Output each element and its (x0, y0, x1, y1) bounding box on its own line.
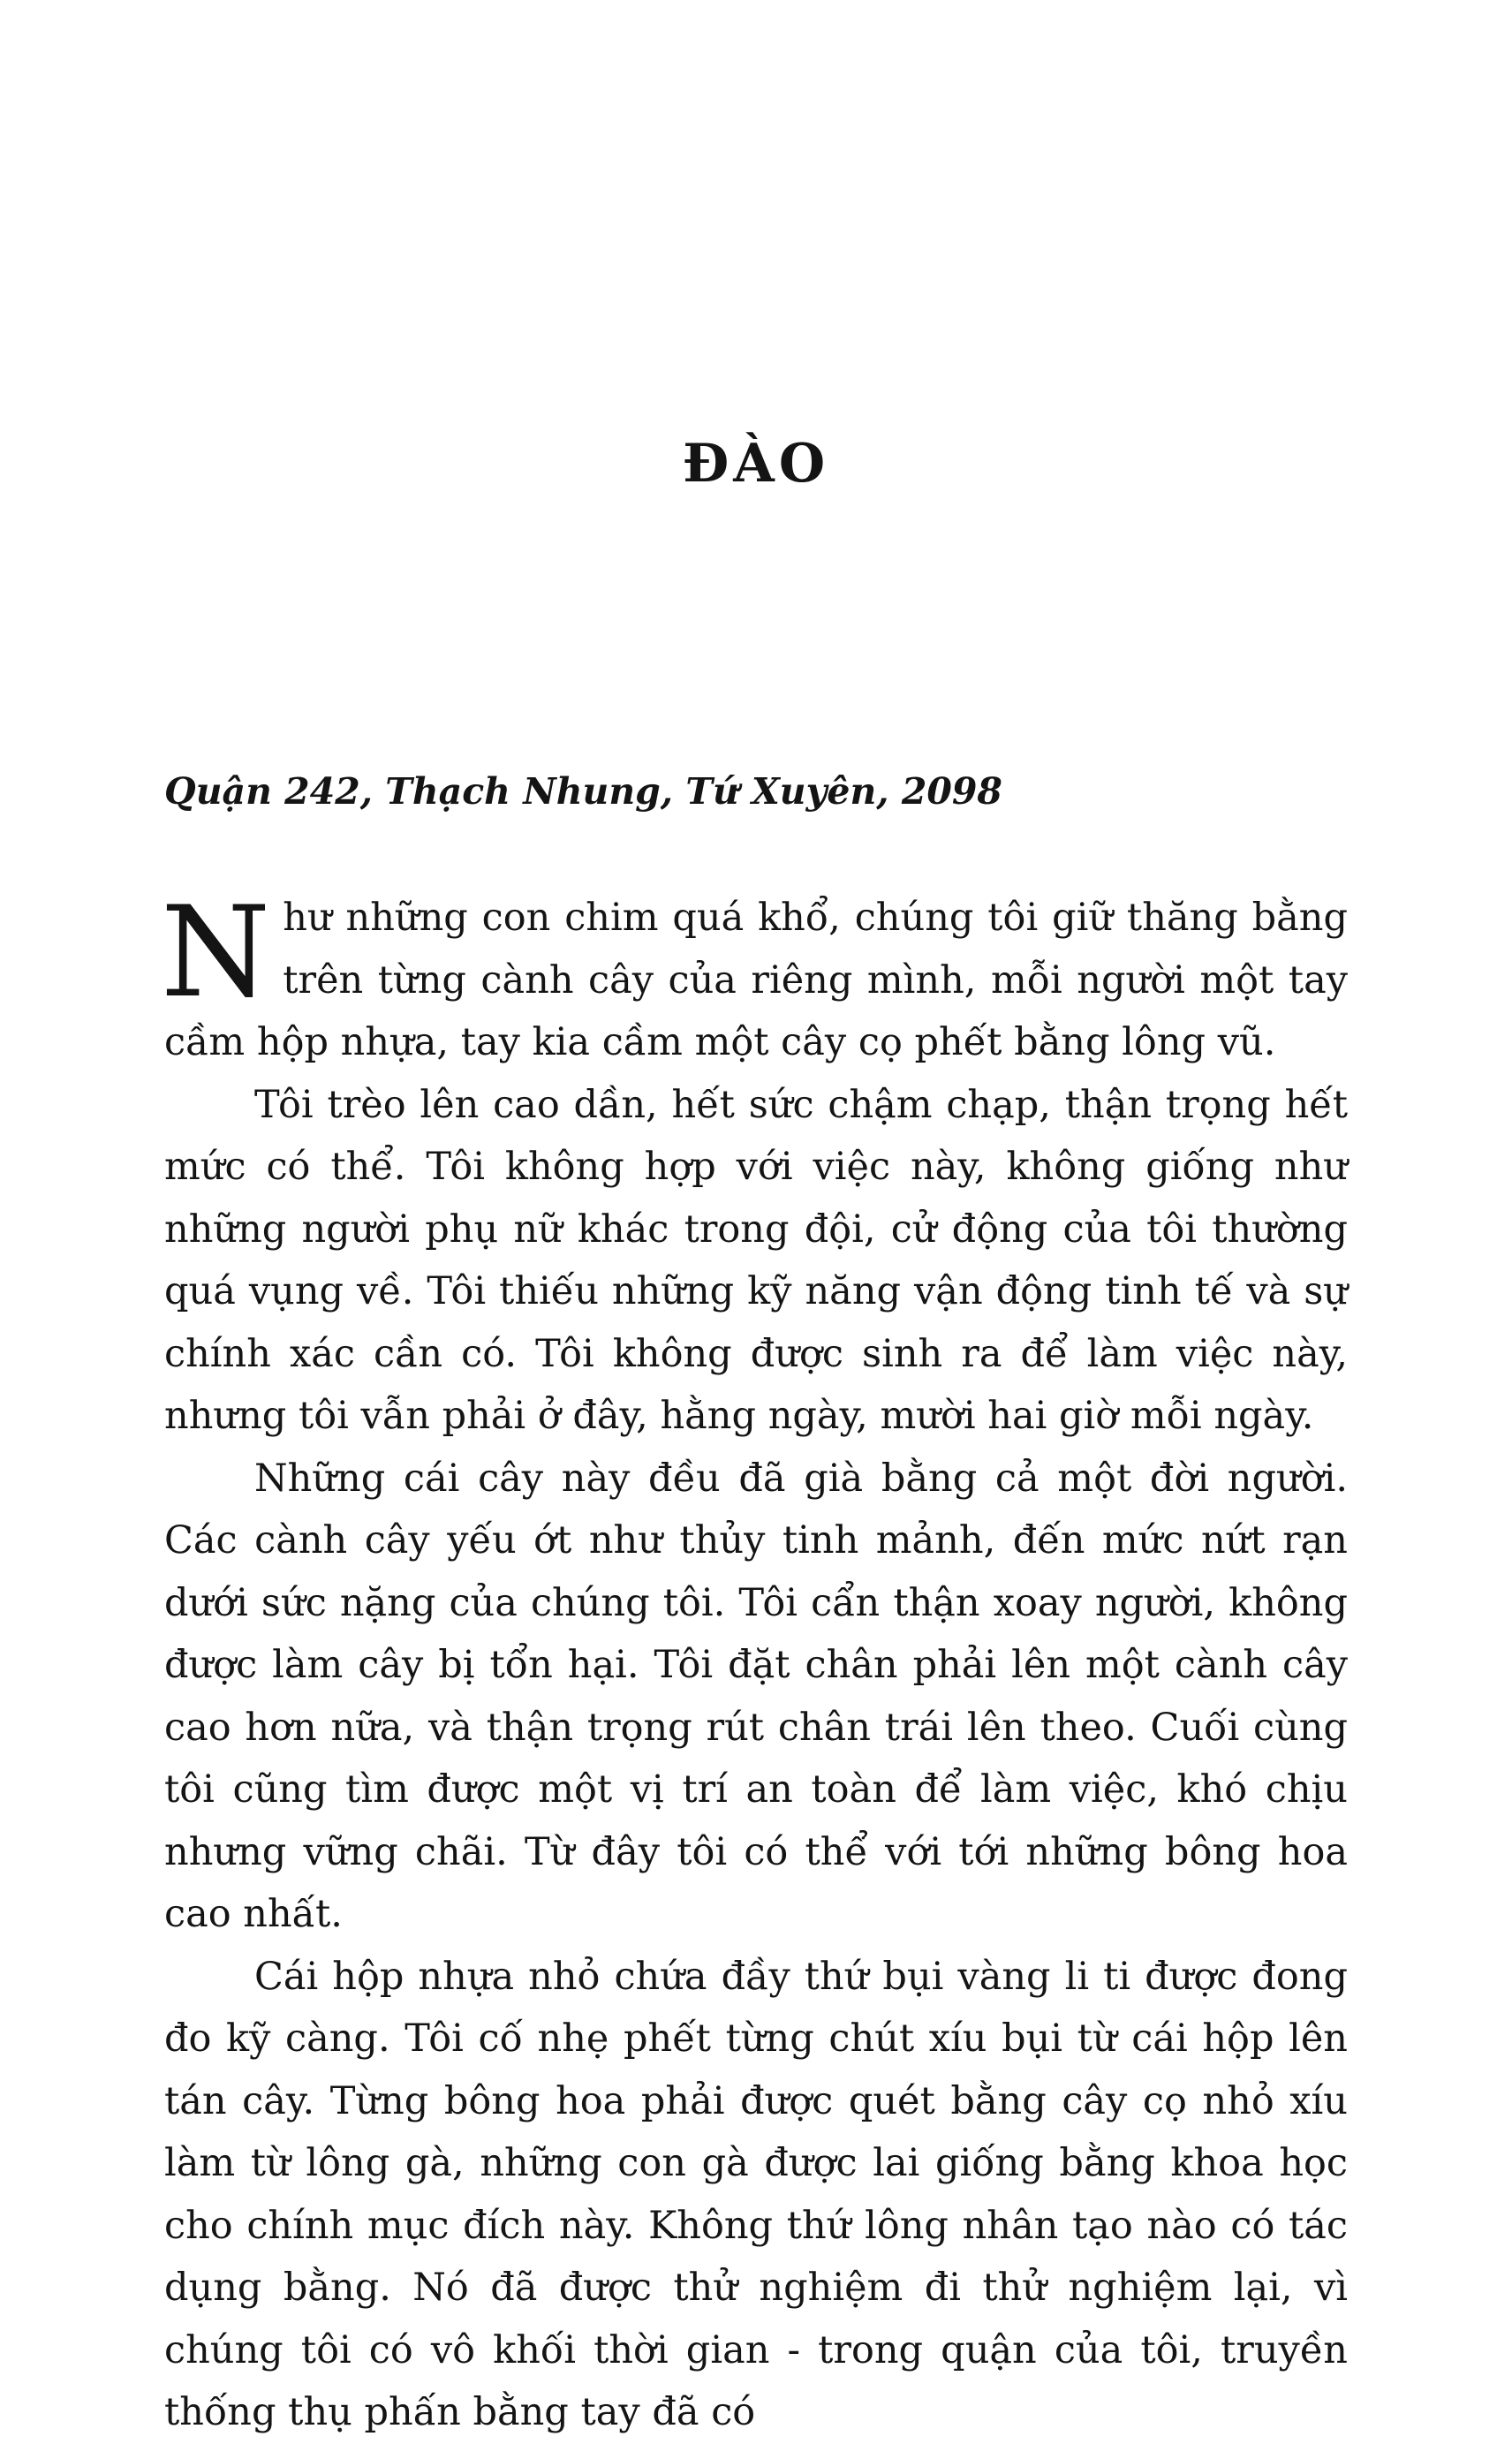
paragraph-4: Cái hộp nhựa nhỏ chứa đầy thứ bụi vàng li ti được đong đo kỹ càng. Tôi cố nhẹ phết từng chút xíu bụi từ cái hộp lên tán cây. Từng bông hoa phải được quét bằng cây cọ nhỏ xíu làm từ lông gà, những con gà được lai giống bằng khoa học cho chính mục đích này. Không thứ lông nhân tạo nào có tác dụng bằng. Nó đã được thử nghiệm đi thử nghiệm lại, vì chúng tôi có vô khối thời gian - trong quận của tôi, truyền thống thụ phấn bằng tay đã có (164, 1954, 1348, 2434)
chapter-body (161, 880, 1348, 2444)
drop-cap: N (161, 880, 271, 1025)
chapter-dateline: Quận 242, Thạch Nhung, Tứ Xuyên, 2098 (164, 770, 1002, 813)
chapter-title: ĐÀO (682, 433, 830, 495)
paragraph-2: Tôi trèo lên cao dần, hết sức chậm chạp, thận trọng hết mức có thể. Tôi không hợp với việc này, không giống như những người phụ nữ khác trong đội, cử động của tôi thường quá vụng về. Tôi thiếu những kỹ năng vận động tinh tế và sự chính xác cần có. Tôi không được sinh ra để làm việc này, nhưng tôi vẫn phải ở đây, hằng ngày, mười hai giờ mỗi ngày. (164, 1082, 1348, 1438)
paragraph-3: Những cái cây này đều đã già bằng cả một đời người. Các cành cây yếu ớt như thủy tinh mảnh, đến mức nứt rạn dưới sức nặng của chúng tôi. Tôi cẩn thận xoay người, không được làm cây bị tổn hại. Tôi đặt chân phải lên một cành cây cao hơn nữa, và thận trọng rút chân trái lên theo. Cuối cùng tôi cũng tìm được một vị trí an toàn để làm việc, khó chịu nhưng vững chãi. Từ đây tôi có thể với tới những bông hoa cao nhất. (164, 1456, 1348, 1936)
paragraph-1-text: hư những con chim quá khổ, chúng tôi giữ thăng bằng trên từng cành cây của riêng mình, mỗi người một tay cầm hộp nhựa, tay kia cầm một cây cọ phết bằng lông vũ. (164, 896, 1348, 1064)
paragraph-1 (161, 880, 1348, 1074)
